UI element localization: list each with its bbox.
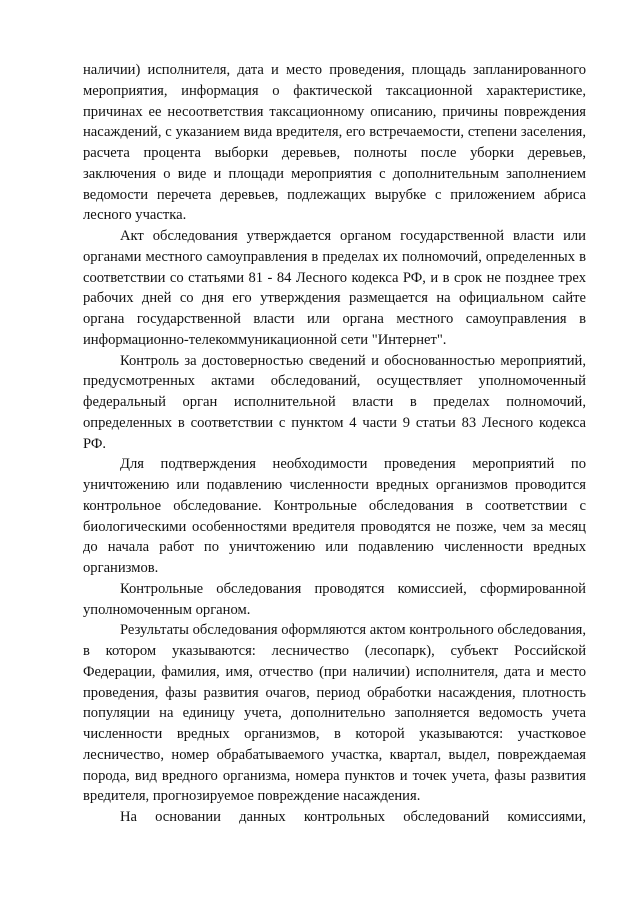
paragraph-continuation: наличии) исполнителя, дата и место проведения, площадь запланированного мероприятия, информация о фактической таксационной характеристике, причинах ее несоответствия таксационному описанию, причины повреждения насаждений, с указанием вида вредителя, его встречаемости, степени заселения, расчета процента выборки деревьев, полноты после уборки деревьев, заключения о виде и площади мероприятия с дополнительным заполнением ведомости перечета деревьев, подлежащих вырубке с приложением абриса лесного участка. xyxy=(83,62,586,224)
paragraph-control: Контроль за достоверностью сведений и обоснованностью мероприятий, предусмотренных актами обследований, осуществляет уполномоченный федеральный орган исполнительной власти в пределах полномочий, определенных в соответствии с пунктом 4 части 9 статьи 83 Лесного кодекса РФ. xyxy=(83,352,586,452)
paragraph-basis: На основании данных контрольных обследований комиссиями, xyxy=(120,809,586,825)
paragraph-confirmation: Для подтверждения необходимости проведения мероприятий по уничтожению или подавлению численности вредных организмов проводится контрольное обследование. Контрольные обследования в соответствии с биологическими особенностями вредителя проводятся не позже, чем за месяц до начала работ по уничтожению или подавлению численности вредных организмов. xyxy=(83,456,586,576)
document-page xyxy=(83,60,586,828)
paragraph-commission: Контрольные обследования проводятся комиссией, сформированной уполномоченным органом. xyxy=(83,580,586,618)
paragraph-act-approval: Акт обследования утверждается органом государственной власти или органами местного самоуправления в пределах их полномочий, определенных в соответствии со статьями 81 - 84 Лесного кодекса РФ, и в срок не позднее трех рабочих дней со дня его утверждения размещается на официальном сайте органа государственной власти или органа местного самоуправления в информационно-телекоммуникационной сети "Интернет". xyxy=(83,228,586,348)
paragraph-results: Результаты обследования оформляются актом контрольного обследования, в котором указываются: лесничество (лесопарк), субъект Российской Федерации, фамилия, имя, отчество (при наличии) исполнителя, дата и место проведения, фазы развития очагов, период обработки насаждения, плотность популяции на единицу учета, дополнительно заполняется ведомость учета численности вредных организмов, в которой указываются: участковое лесничество, номер обрабатываемого участка, квартал, выдел, повреждаемая порода, вид вредного организма, номера пунктов и точек учета, фазы развития вредителя, прогнозируемое повреждение насаждения. xyxy=(83,622,586,805)
